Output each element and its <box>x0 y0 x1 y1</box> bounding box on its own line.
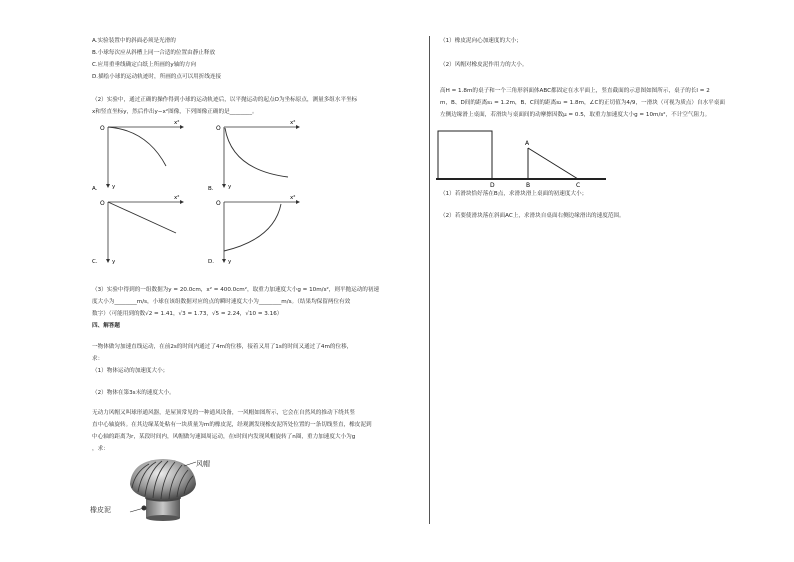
problem1-question-2: （2）物体在第3s末的速度大小。 <box>92 390 175 396</box>
clay-label: 橡皮泥 <box>90 506 111 514</box>
graph-a-x-label: x² <box>174 120 180 126</box>
graph-a-origin: O <box>100 125 105 132</box>
problem1-line-1: 一物体做匀加速直线运动，在前2s的时间内通过了4m的位移，接着又用了1s的时间又通过了4m的位移， <box>92 344 353 350</box>
graph-c <box>92 195 192 267</box>
graph-d-label: D. <box>208 259 214 265</box>
graph-a <box>92 120 192 192</box>
point-c-label: C <box>576 182 581 188</box>
option-c: C.应用重垂线确定白纸上所画的y轴的方向 <box>92 62 197 68</box>
point-b-label: B <box>526 182 531 188</box>
graph-b-x-label: x² <box>290 120 296 126</box>
wind-cap-label: 风帽 <box>196 460 210 468</box>
q3-line-2: 度大小为________m/s，小球在该组数据对应的点的瞬时速度大小为________m/s。（结果均保留两位有效 <box>92 299 351 305</box>
q3-line-1: （3）实验中得到的一组数据为y = 20.0cm，x² = 400.0cm²，取重力加速度大小g = 10m/s²，则平抛运动的初速 <box>92 287 380 293</box>
problem3-sub-2: （2）若要使滑块落在斜面AC上，求滑块自桌面右侧边缘滑出的速度范围。 <box>440 213 625 219</box>
graph-d-origin: O <box>216 200 221 207</box>
option-a: A.实验装置中的斜面必须是光滑的 <box>92 38 176 44</box>
problem2-line-3: 中心轴的距离为r，某段时间内，风帽做匀速圆周运动，在t时间内发现风帽旋转了n圈，重力加速度大小为g <box>92 434 356 440</box>
option-b: B.小球每次应从斜槽上同一合适的位置由静止释放 <box>92 50 216 56</box>
point-a-label: A <box>525 140 530 147</box>
graph-b-y-label: y <box>228 184 232 190</box>
q2-line-2: x和竖直坐标y，然后作出y−x²图像，下列图像正确的是________。 <box>92 109 258 115</box>
q2-line-1: （2）实验中，通过正确的操作得到小球的运动轨迹后，以平抛运动的起点O为坐标原点，测量多组水平坐标 <box>92 97 358 103</box>
problem3-sub-1: （1）若滑块恰好落在B点，求滑块滑上桌面的初速度大小； <box>440 191 588 197</box>
problem3-line-2: m，B、D间的距离s₁ = 1.2m，B、C间的距离s₂ = 1.8m，∠C的正切值为4/9，一滑块（可视为质点）自水平桌面 <box>440 100 725 106</box>
right-question-1: （1）橡皮泥向心加速度的大小； <box>440 38 522 44</box>
graph-a-label: A. <box>92 186 98 192</box>
graph-d-x-label: x² <box>290 195 296 201</box>
column-divider <box>429 36 430 524</box>
q3-line-3: 数字）（可能用到的数√2 = 1.41，√3 = 1.73，√5 = 2.24，√10 = 3.16） <box>92 311 283 317</box>
problem2-line-4: ，求： <box>92 446 109 452</box>
graph-a-y-label: y <box>112 184 116 190</box>
graph-c-origin: O <box>100 200 105 207</box>
point-d-label: D <box>490 182 495 188</box>
problem2-line-2: 直中心轴旋转。在其边缘某处粘有一块质量为m的橡皮泥，经观测发现橡皮泥所处位置的一条切线竖直，橡皮泥到 <box>92 422 372 428</box>
graph-b-origin: O <box>216 125 221 132</box>
graph-c-y-label: y <box>112 259 116 265</box>
graph-c-x-label: x² <box>174 195 180 201</box>
option-d: D.描绘小球的运动轨迹时，所画的点可以用折线连接 <box>92 74 222 80</box>
graph-d-y-label: y <box>228 259 232 265</box>
problem3-line-3: 左侧边缘滑上桌面，若滑块与桌面间的动摩擦因数μ = 0.5，取重力加速度大小g = 10m/s²，不计空气阻力。 <box>440 112 711 118</box>
wind-cap-photo <box>118 456 208 524</box>
problem1-line-2: 求： <box>92 356 104 362</box>
section-heading: 四、解答题 <box>92 323 120 329</box>
problem1-question-1: （1）物体运动的加速度大小； <box>92 368 169 374</box>
graph-c-label: C. <box>92 259 98 265</box>
graph-b-label: B. <box>208 186 214 192</box>
problem3-line-1: 高H = 1.8m的桌子和一个三角形斜面体ABC都固定在水平面上，竖直截面的示意图如图所示，桌子的长l = 2 <box>440 88 710 94</box>
graph-d <box>208 195 308 267</box>
table-incline-figure <box>436 126 626 188</box>
right-question-2: （2）风帽对橡皮泥作用力的大小。 <box>440 62 528 68</box>
graph-b <box>208 120 308 192</box>
problem2-line-1: 无动力风帽又叫球形通风器，是屋顶常见的一种通风设备，一风帽如图所示，它会在自然风的推动下绕其竖 <box>92 410 355 416</box>
